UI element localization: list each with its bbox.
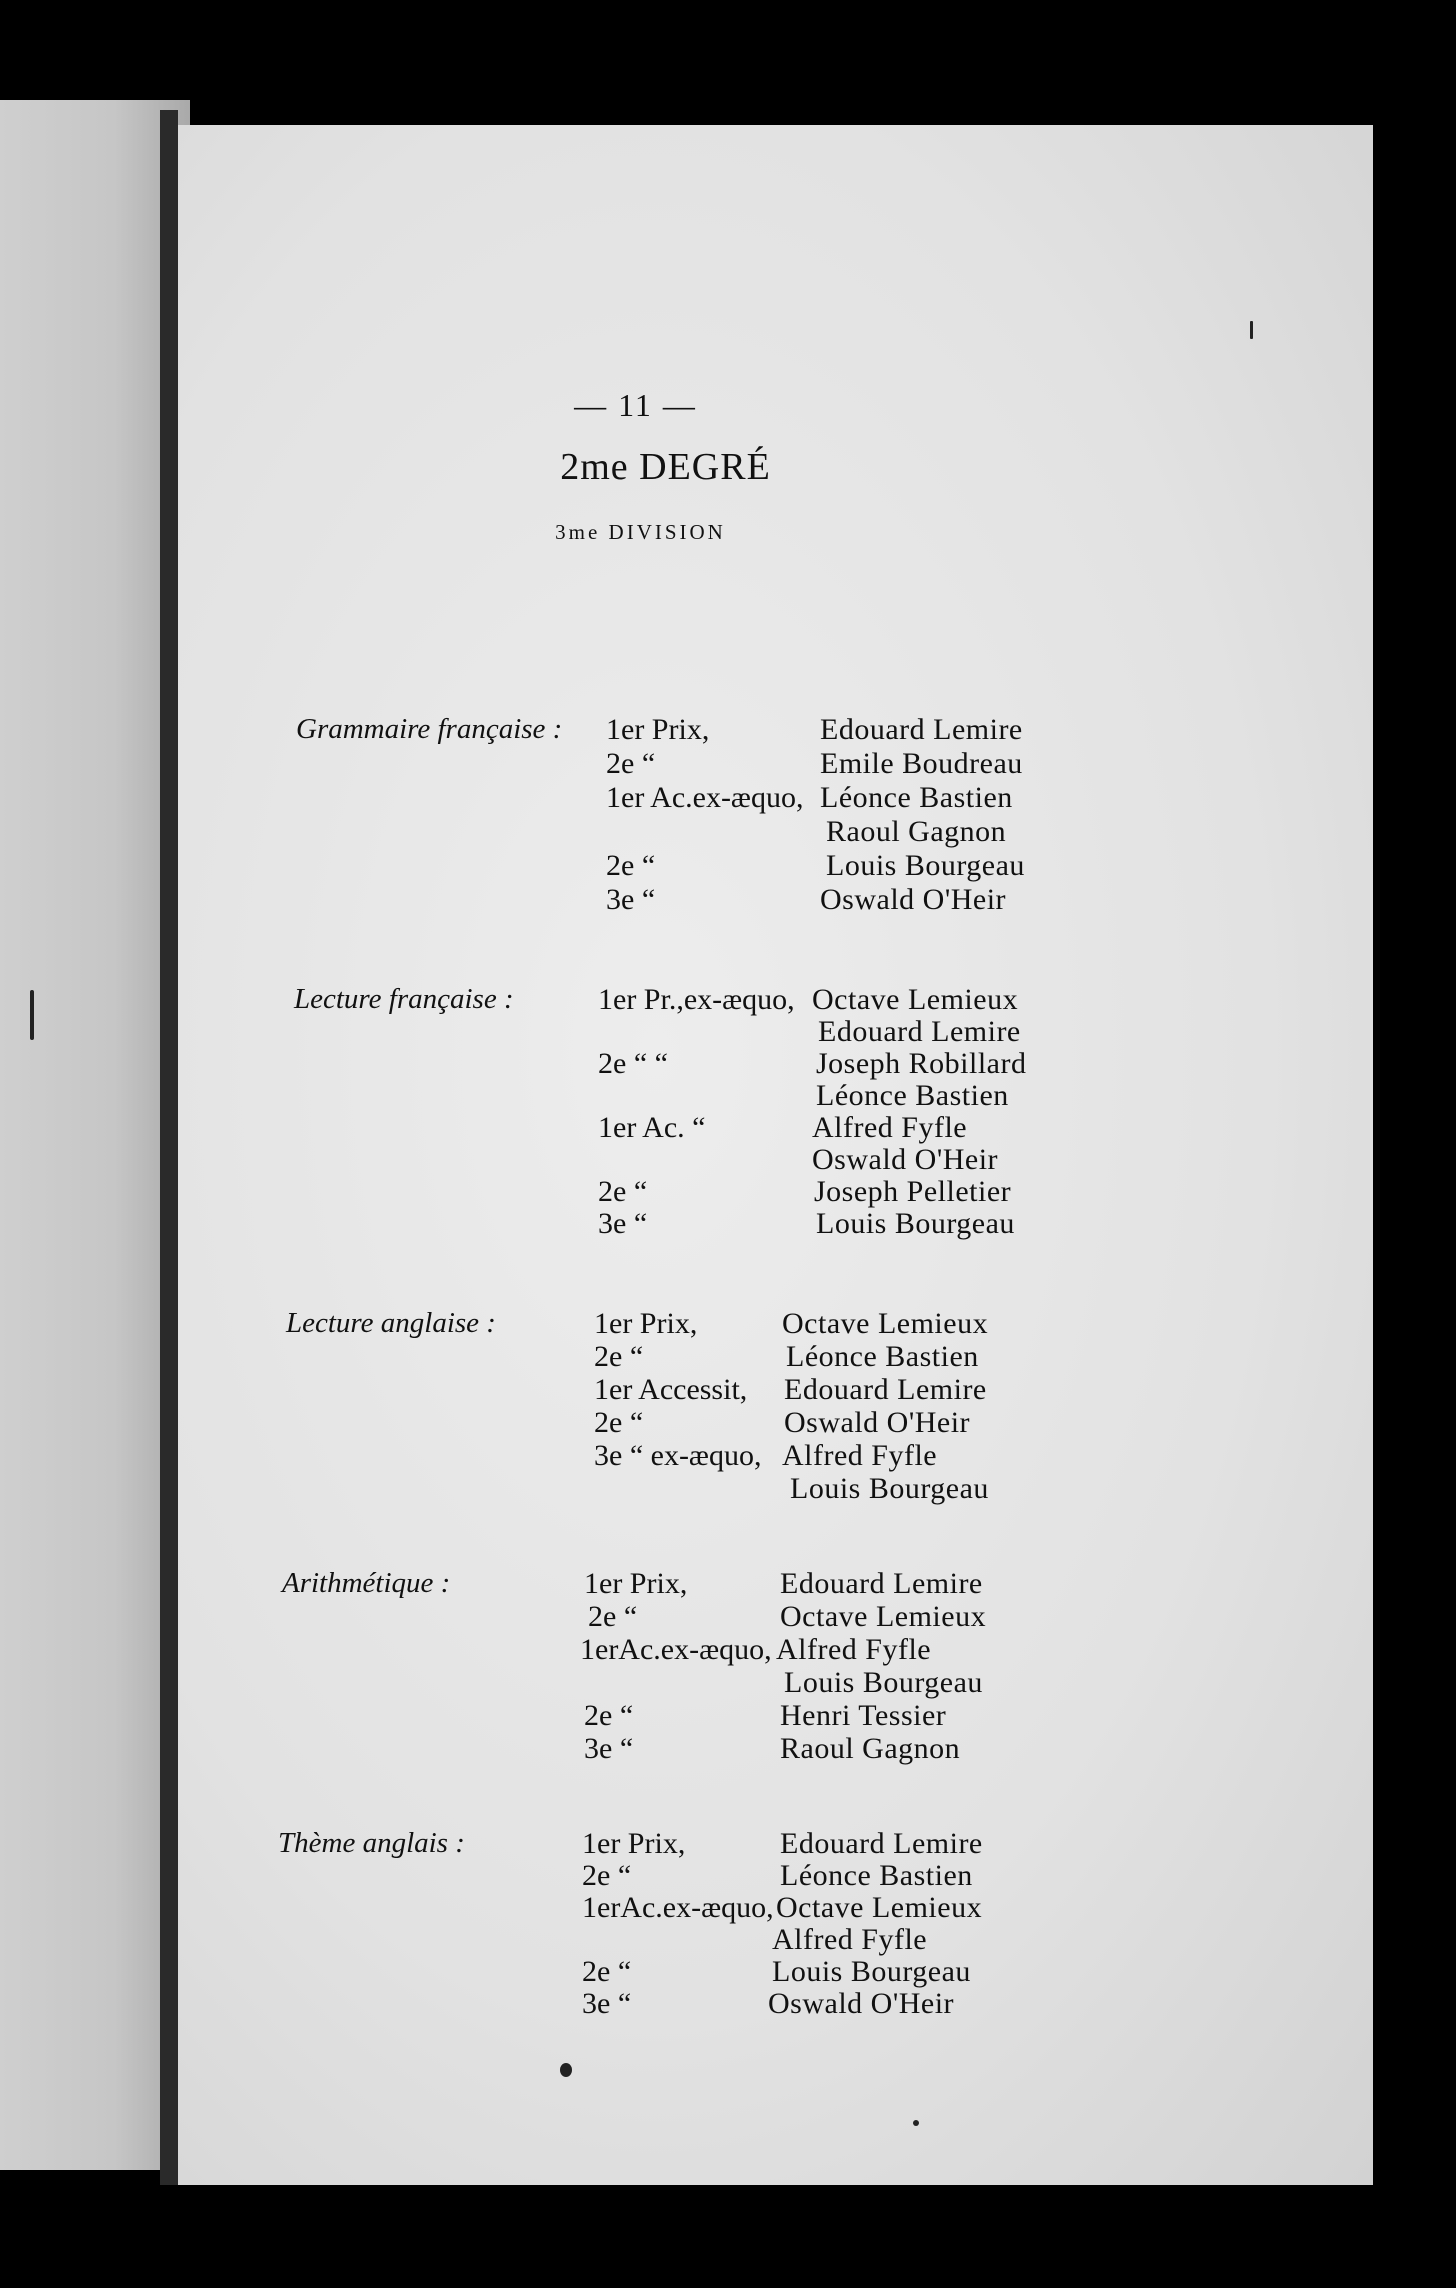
award-rank: 2e “ “ [598,1047,668,1080]
subject-label: Arithmétique : [282,1567,451,1599]
page-number: — 11 — [574,387,697,423]
award-rank: 1er Prix, [594,1307,698,1340]
scan-speck [913,2120,919,2126]
student-name: Alfred Fyfle [776,1633,932,1666]
student-name: Oswald O'Heir [784,1406,971,1439]
student-name: Louis Bourgeau [826,849,1025,882]
student-name: Edouard Lemire [784,1373,987,1406]
student-name: Léonce Bastien [820,781,1013,814]
document-page [178,125,1373,2185]
subject-label: Lecture anglaise : [286,1307,496,1339]
student-name: Octave Lemieux [780,1600,987,1633]
award-rank: 1er Ac.ex-æquo, [606,781,804,814]
subject-label: Thème anglais : [278,1827,465,1859]
scan-speck [560,2063,572,2077]
student-name: Louis Bourgeau [790,1472,989,1505]
scan-speck [1250,321,1253,339]
student-name: Louis Bourgeau [784,1666,983,1699]
award-rank: 3e “ [606,883,656,916]
award-rank: 2e “ [594,1340,644,1373]
award-rank: 1er Ac. “ [598,1111,706,1144]
award-rank: 1er Prix, [606,713,710,746]
award-rank: 2e “ [582,1955,632,1988]
student-name: Louis Bourgeau [772,1955,971,1988]
student-name: Alfred Fyfle [812,1111,968,1144]
student-name: Edouard Lemire [820,713,1023,746]
student-name: Joseph Robillard [816,1047,1027,1080]
student-name: Octave Lemieux [776,1891,983,1924]
award-rank: 2e “ [584,1699,634,1732]
student-name: Edouard Lemire [780,1567,983,1600]
award-rank: 2e “ [606,747,656,780]
student-name: Léonce Bastien [786,1340,979,1373]
student-name: Octave Lemieux [812,983,1019,1016]
student-name: Joseph Pelletier [814,1175,1012,1208]
student-name: Léonce Bastien [780,1859,973,1892]
student-name: Edouard Lemire [818,1015,1021,1048]
award-rank: 1erAc.ex-æquo, [580,1633,772,1666]
award-rank: 1erAc.ex-æquo, [582,1891,774,1924]
student-name: Louis Bourgeau [816,1207,1015,1240]
award-rank: 3e “ ex-æquo, [594,1439,762,1472]
student-name: Edouard Lemire [780,1827,983,1860]
student-name: Oswald O'Heir [820,883,1007,916]
student-name: Alfred Fyfle [782,1439,938,1472]
division-heading: 3me DIVISION [555,520,726,544]
student-name: Raoul Gagnon [780,1732,961,1765]
award-rank: 3e “ [598,1207,648,1240]
award-rank: 3e “ [582,1987,632,2020]
award-rank: 1er Prix, [584,1567,688,1600]
student-name: Raoul Gagnon [826,815,1007,848]
award-rank: 3e “ [584,1732,634,1765]
student-name: Oswald O'Heir [768,1987,955,2020]
award-rank: 2e “ [588,1600,638,1633]
degree-heading: 2me DEGRÉ [560,446,771,488]
subject-label: Lecture française : [294,983,514,1015]
award-rank: 2e “ [582,1859,632,1892]
award-rank: 2e “ [598,1175,648,1208]
student-name: Henri Tessier [780,1699,947,1732]
award-rank: 1er Pr.,ex-æquo, [598,983,795,1016]
student-name: Alfred Fyfle [772,1923,928,1956]
student-name: Léonce Bastien [816,1079,1009,1112]
subject-label: Grammaire française : [296,713,563,745]
student-name: Oswald O'Heir [812,1143,999,1176]
award-rank: 1er Prix, [582,1827,686,1860]
award-rank: 1er Accessit, [594,1373,748,1406]
award-rank: 2e “ [606,849,656,882]
scan-speck [30,990,34,1040]
award-rank: 2e “ [594,1406,644,1439]
student-name: Emile Boudreau [820,747,1023,780]
student-name: Octave Lemieux [782,1307,989,1340]
